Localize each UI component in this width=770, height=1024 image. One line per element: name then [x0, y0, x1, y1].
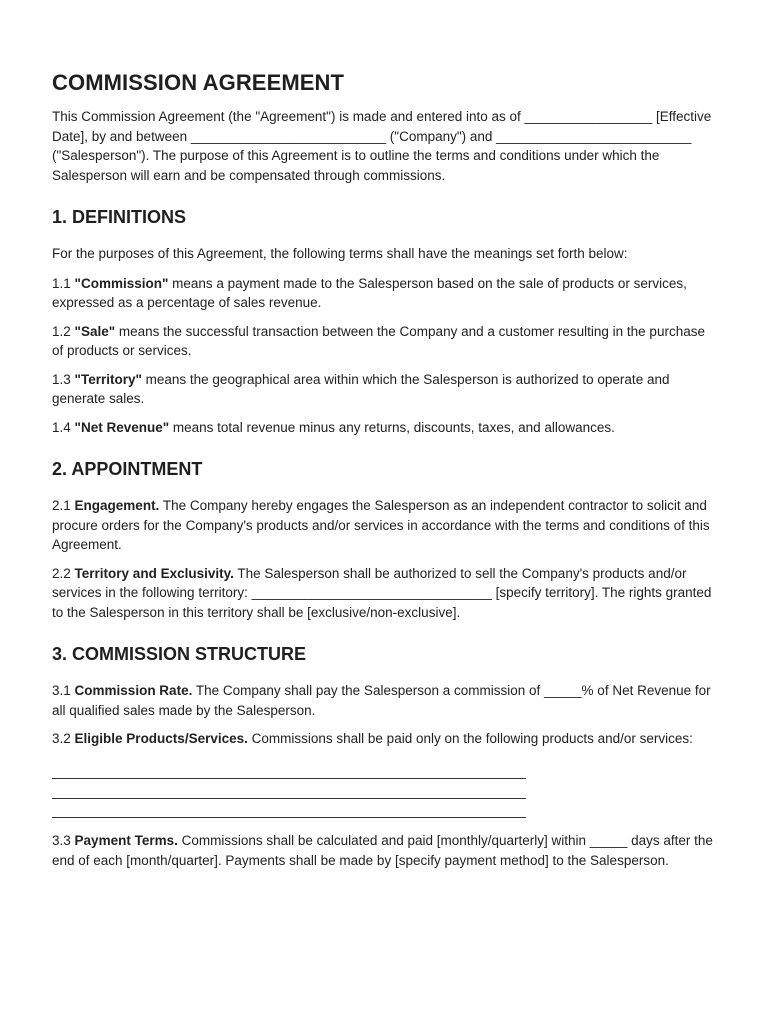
- clause-term: "Net Revenue": [74, 419, 170, 435]
- clause-3-2: [52, 729, 718, 749]
- clause-1-1: [52, 274, 718, 313]
- section-number: 1.: [52, 207, 68, 227]
- section-commission-structure: [52, 644, 718, 870]
- section-heading-commission-structure: [52, 644, 718, 665]
- clause-term: Eligible Products/Services.: [74, 731, 248, 746]
- clause-text: The Salesperson shall be authorized to sell the Company's products and/or services in the following territory: ________________________________ [specify territory]. The rights granted to the Salesperson in this territory shall be [exclusive/non-exclusive].: [52, 565, 712, 620]
- clause-text: means total revenue minus any returns, discounts, taxes, and allowances.: [172, 419, 615, 435]
- clause-term: "Territory": [74, 371, 142, 387]
- document-title: COMMISSION AGREEMENT: [52, 70, 345, 95]
- blank-line: [52, 802, 526, 822]
- section-title: APPOINTMENT: [71, 459, 203, 479]
- clause-number: 2.1: [52, 498, 71, 513]
- clause-3-3: [52, 831, 718, 870]
- section-title: COMMISSION STRUCTURE: [72, 644, 307, 664]
- clause-text: means the geographical area within which the Salesperson is authorized to operate and generate sales.: [52, 371, 670, 406]
- clause-number: 2.2: [52, 565, 71, 581]
- section-title: DEFINITIONS: [72, 207, 187, 227]
- clause-2-2: [52, 564, 718, 623]
- clause-text: Commissions shall be paid only on the following products and/or services:: [251, 731, 693, 746]
- clause-number: 3.1: [52, 683, 71, 698]
- clause-2-1: [52, 496, 718, 555]
- section-number: 3.: [52, 644, 68, 664]
- intro-paragraph: This Commission Agreement (the "Agreement") is made and entered into as of _________________ [Effective Date], by and between __________________________ ("Company") and __________________________ ("Salesperson"). The purpose of this Agreement is to outline the terms and conditions under which the Salesperson will earn and be compensated through commissions.: [52, 109, 712, 183]
- section-heading-appointment: [52, 459, 718, 480]
- blank-line: [52, 782, 526, 802]
- clause-term: "Commission": [74, 275, 169, 291]
- clause-term: Engagement.: [74, 498, 160, 513]
- clause-text: means a payment made to the Salesperson based on the sale of products or services, expressed as a percentage of sales revenue.: [52, 275, 687, 310]
- clause-1-2: [52, 322, 718, 361]
- clause-1-4: [52, 418, 718, 438]
- clause-number: 1.2: [52, 323, 71, 339]
- definitions-lead: For the purposes of this Agreement, the following terms shall have the meanings set forth below:: [52, 246, 628, 261]
- clause-number: 3.3: [52, 833, 71, 848]
- clause-1-3: [52, 370, 718, 409]
- clause-number: 1.4: [52, 419, 71, 435]
- eligible-products-blank-lines: [52, 763, 718, 822]
- clause-term: Payment Terms.: [74, 833, 178, 848]
- clause-text: Commissions shall be calculated and paid [monthly/quarterly] within _____ days after the end of each [month/quarter]. Payments shall be made by [specify payment method] to the Salesperson.: [52, 833, 713, 868]
- clause-text: The Company shall pay the Salesperson a commission of _____% of Net Revenue for all qualified sales made by the Salesperson.: [52, 683, 711, 718]
- section-appointment: [52, 459, 718, 622]
- clause-number: 3.2: [52, 731, 71, 746]
- clause-3-1: [52, 681, 718, 720]
- clause-term: Commission Rate.: [74, 683, 193, 698]
- section-heading-definitions: [52, 207, 718, 228]
- section-definitions: [52, 207, 718, 437]
- clause-number: 1.1: [52, 275, 71, 291]
- clause-number: 1.3: [52, 371, 71, 387]
- clause-term: Territory and Exclusivity.: [74, 565, 234, 581]
- blank-line: [52, 763, 526, 783]
- section-number: 2.: [52, 459, 68, 479]
- clause-text: means the successful transaction between the Company and a customer resulting in the purchase of products or services.: [52, 323, 705, 358]
- clause-term: "Sale": [74, 323, 116, 339]
- clause-text: The Company hereby engages the Salesperson as an independent contractor to solicit and procure orders for the Company's products and/or services in accordance with the terms and conditions of this Agreement.: [52, 498, 710, 552]
